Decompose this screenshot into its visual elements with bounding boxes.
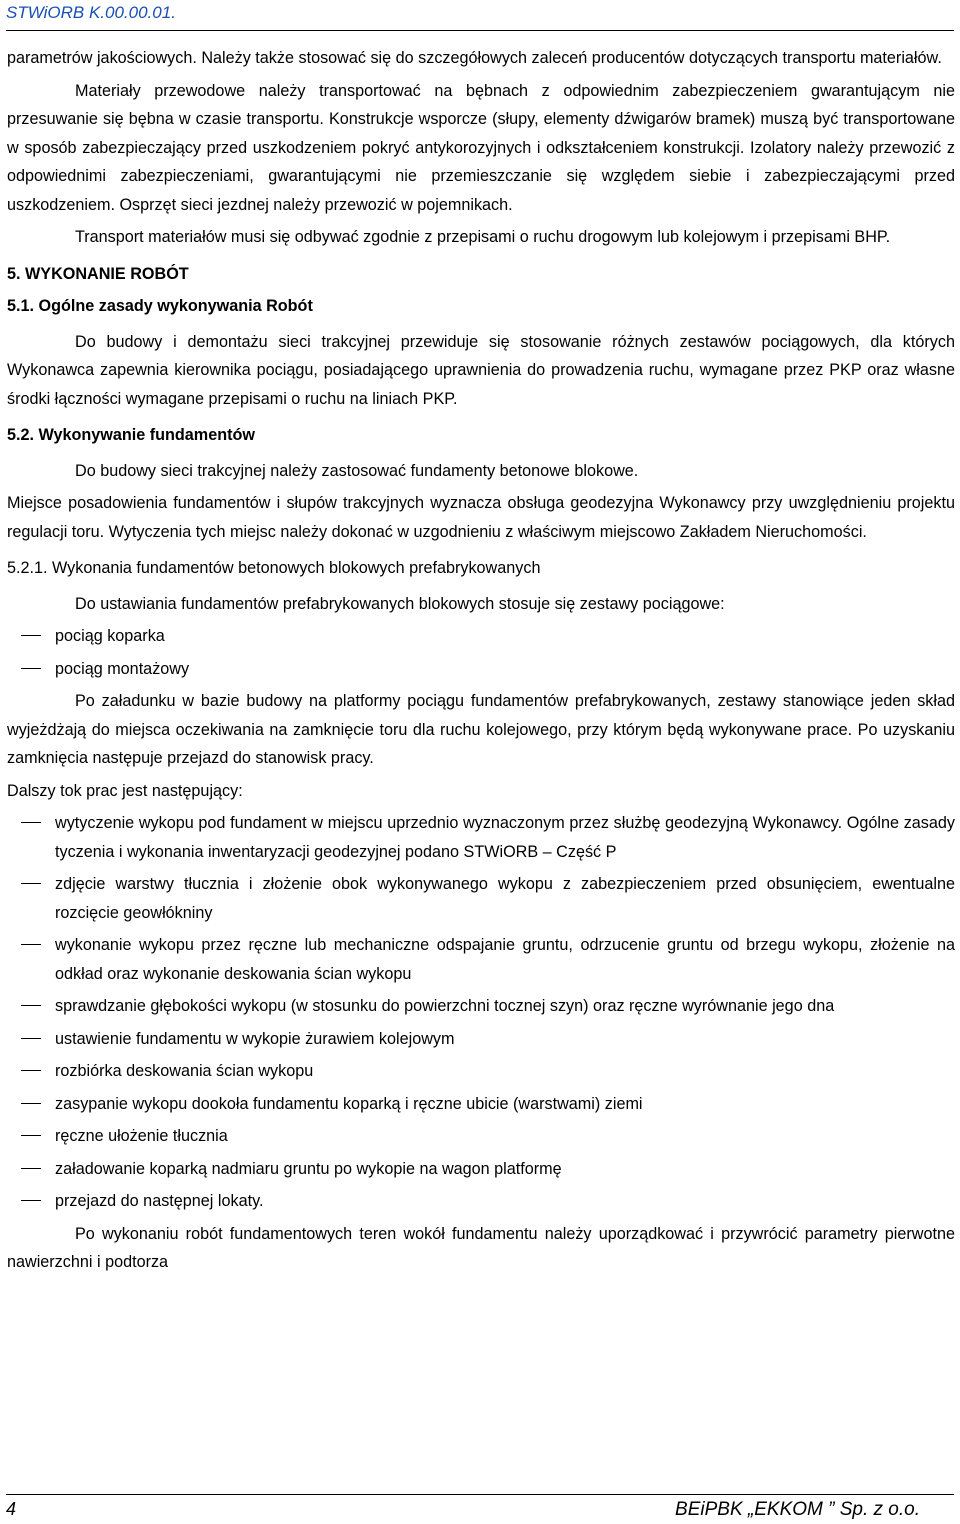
dash-bullet [21,668,41,669]
list-item: pociąg montażowy [7,655,955,684]
page-number: 4 [6,1499,17,1519]
section-heading: 5.2. Wykonywanie fundamentów [7,426,255,444]
paragraph: Po załadunku w bazie budowy na platformy pociągu fundamentów prefabrykowanych, zestawy stanowiące jeden skład wyjeżdżają do miejsca oczekiwania na zamknięcie toru dla ruchu kolejowego, przy którym będą wykonywane prace. Po uzyskaniu zamknięcia następuje przejazd do stanowisk pracy. [7,692,955,767]
paragraph: parametrów jakościowych. Należy także stosować się do szczegółowych zaleceń producentów dotyczących transportu materiałów. [7,49,942,67]
paragraph: Do budowy sieci trakcyjnej należy zastosować fundamenty betonowe blokowe. [75,461,639,480]
subsection-heading: 5.2.1. Wykonania fundamentów betonowych blokowych prefabrykowanych [7,559,541,577]
company-name: BEiPBK „EKKOM ” Sp. z o.o. [675,1499,920,1520]
dash-bullet [21,883,41,884]
dash-bullet [21,944,41,945]
paragraph: Transport materiałów musi się odbywać zgodnie z przepisami o ruchu drogowym lub kolejowym i przepisami BHP. [75,228,891,246]
paragraph: Po wykonaniu robót fundamentowych teren wokół fundamentu należy uporządkować i przywrócić parametry pierwotne nawierzchni i podtorza [7,1224,955,1271]
paragraph: Dalszy tok prac jest następujący: [7,781,243,800]
dash-bullet [21,1200,41,1201]
dash-bullet [21,1168,41,1169]
list-item: przejazd do następnej lokaty. [7,1187,955,1216]
paragraph: Do ustawiania fundamentów prefabrykowanych blokowych stosuje się zestawy pociągowe: [75,594,725,613]
list-item: załadowanie koparką nadmiaru gruntu po wykopie na wagon platformę [7,1155,955,1184]
paragraph: Do budowy i demontażu sieci trakcyjnej przewiduje się stosowanie różnych zestawów pociągowych, dla których Wykonawca zapewnia kierownika pociągu, posiadającego uprawnienia do prowadzenia ruchu, wymagane przez PKP oraz własne środki łączności wymagane przepisami o ruchu na liniach PKP. [7,332,955,408]
dash-bullet [21,1005,41,1006]
list-item: zasypanie wykopu dookoła fundamentu koparką i ręczne ubicie (warstwami) ziemi [7,1090,955,1119]
list-item: pociąg koparka [7,622,955,651]
dash-bullet [21,822,41,823]
work-steps-list [7,809,955,1216]
dash-bullet [21,1103,41,1104]
page-header [6,0,954,31]
list-item: wykonanie wykopu przez ręczne lub mechaniczne odspajanie gruntu, odrzucenie gruntu od brzegu wykopu, złożenie na odkład oraz wykonanie deskowania ścian wykopu [7,931,955,988]
list-item: wytyczenie wykopu pod fundament w miejscu uprzednio wyznaczonym przez służbę geodezyjną Wykonawcy. Ogólne zasady tyczenia i wykonania inwentaryzacji geodezyjnej podano STWiORB – Część P [7,809,955,866]
paragraph: Miejsce posadowienia fundamentów i słupów trakcyjnych wyznacza obsługa geodezyjna Wykonawcy przy uwzględnieniu projektu regulacji toru. Wytyczenia tych miejsc należy dokonać w uzgodnieniu z właściwym miejscowo Zakładem Nieruchomości. [7,494,955,541]
dash-bullet [21,1070,41,1071]
list-item: ustawienie fundamentu w wykopie żurawiem kolejowym [7,1025,955,1054]
document-code: STWiORB K.00.00.01. [6,3,176,22]
train-sets-list [7,622,955,683]
document-body [7,44,955,1277]
list-item: zdjęcie warstwy tłucznia i złożenie obok wykonywanego wykopu z zabezpieczeniem przed obsunięciem, ewentualne rozcięcie geowłókniny [7,870,955,927]
section-heading: 5. WYKONANIE ROBÓT [7,264,189,283]
page-footer [6,1494,954,1524]
list-item: ręczne ułożenie tłucznia [7,1122,955,1151]
list-item: rozbiórka deskowania ścian wykopu [7,1057,955,1086]
dash-bullet [21,1038,41,1039]
dash-bullet [21,635,41,636]
section-heading: 5.1. Ogólne zasady wykonywania Robót [7,297,313,315]
dash-bullet [21,1135,41,1136]
list-item: sprawdzanie głębokości wykopu (w stosunku do powierzchni tocznej szyn) oraz ręczne wyrównanie jego dna [7,992,955,1021]
paragraph: Materiały przewodowe należy transportować na bębnach z odpowiednim zabezpieczeniem gwarantującym nie przesuwanie się bębna w czasie transportu. Konstrukcje wsporcze (słupy, elementy dźwigarów bramek) muszą być transportowane w sposób zabezpieczający przed uszkodzeniem pokryć antykorozyjnych i odkształceniem konstrukcji. Izolatory należy przewozić z odpowiednimi zabezpieczeniami, gwarantującymi nie przemieszczanie się względem siebie i zabezpieczającymi przed uszkodzeniem. Osprzęt sieci jezdnej należy przewozić w pojemnikach. [7,81,955,214]
